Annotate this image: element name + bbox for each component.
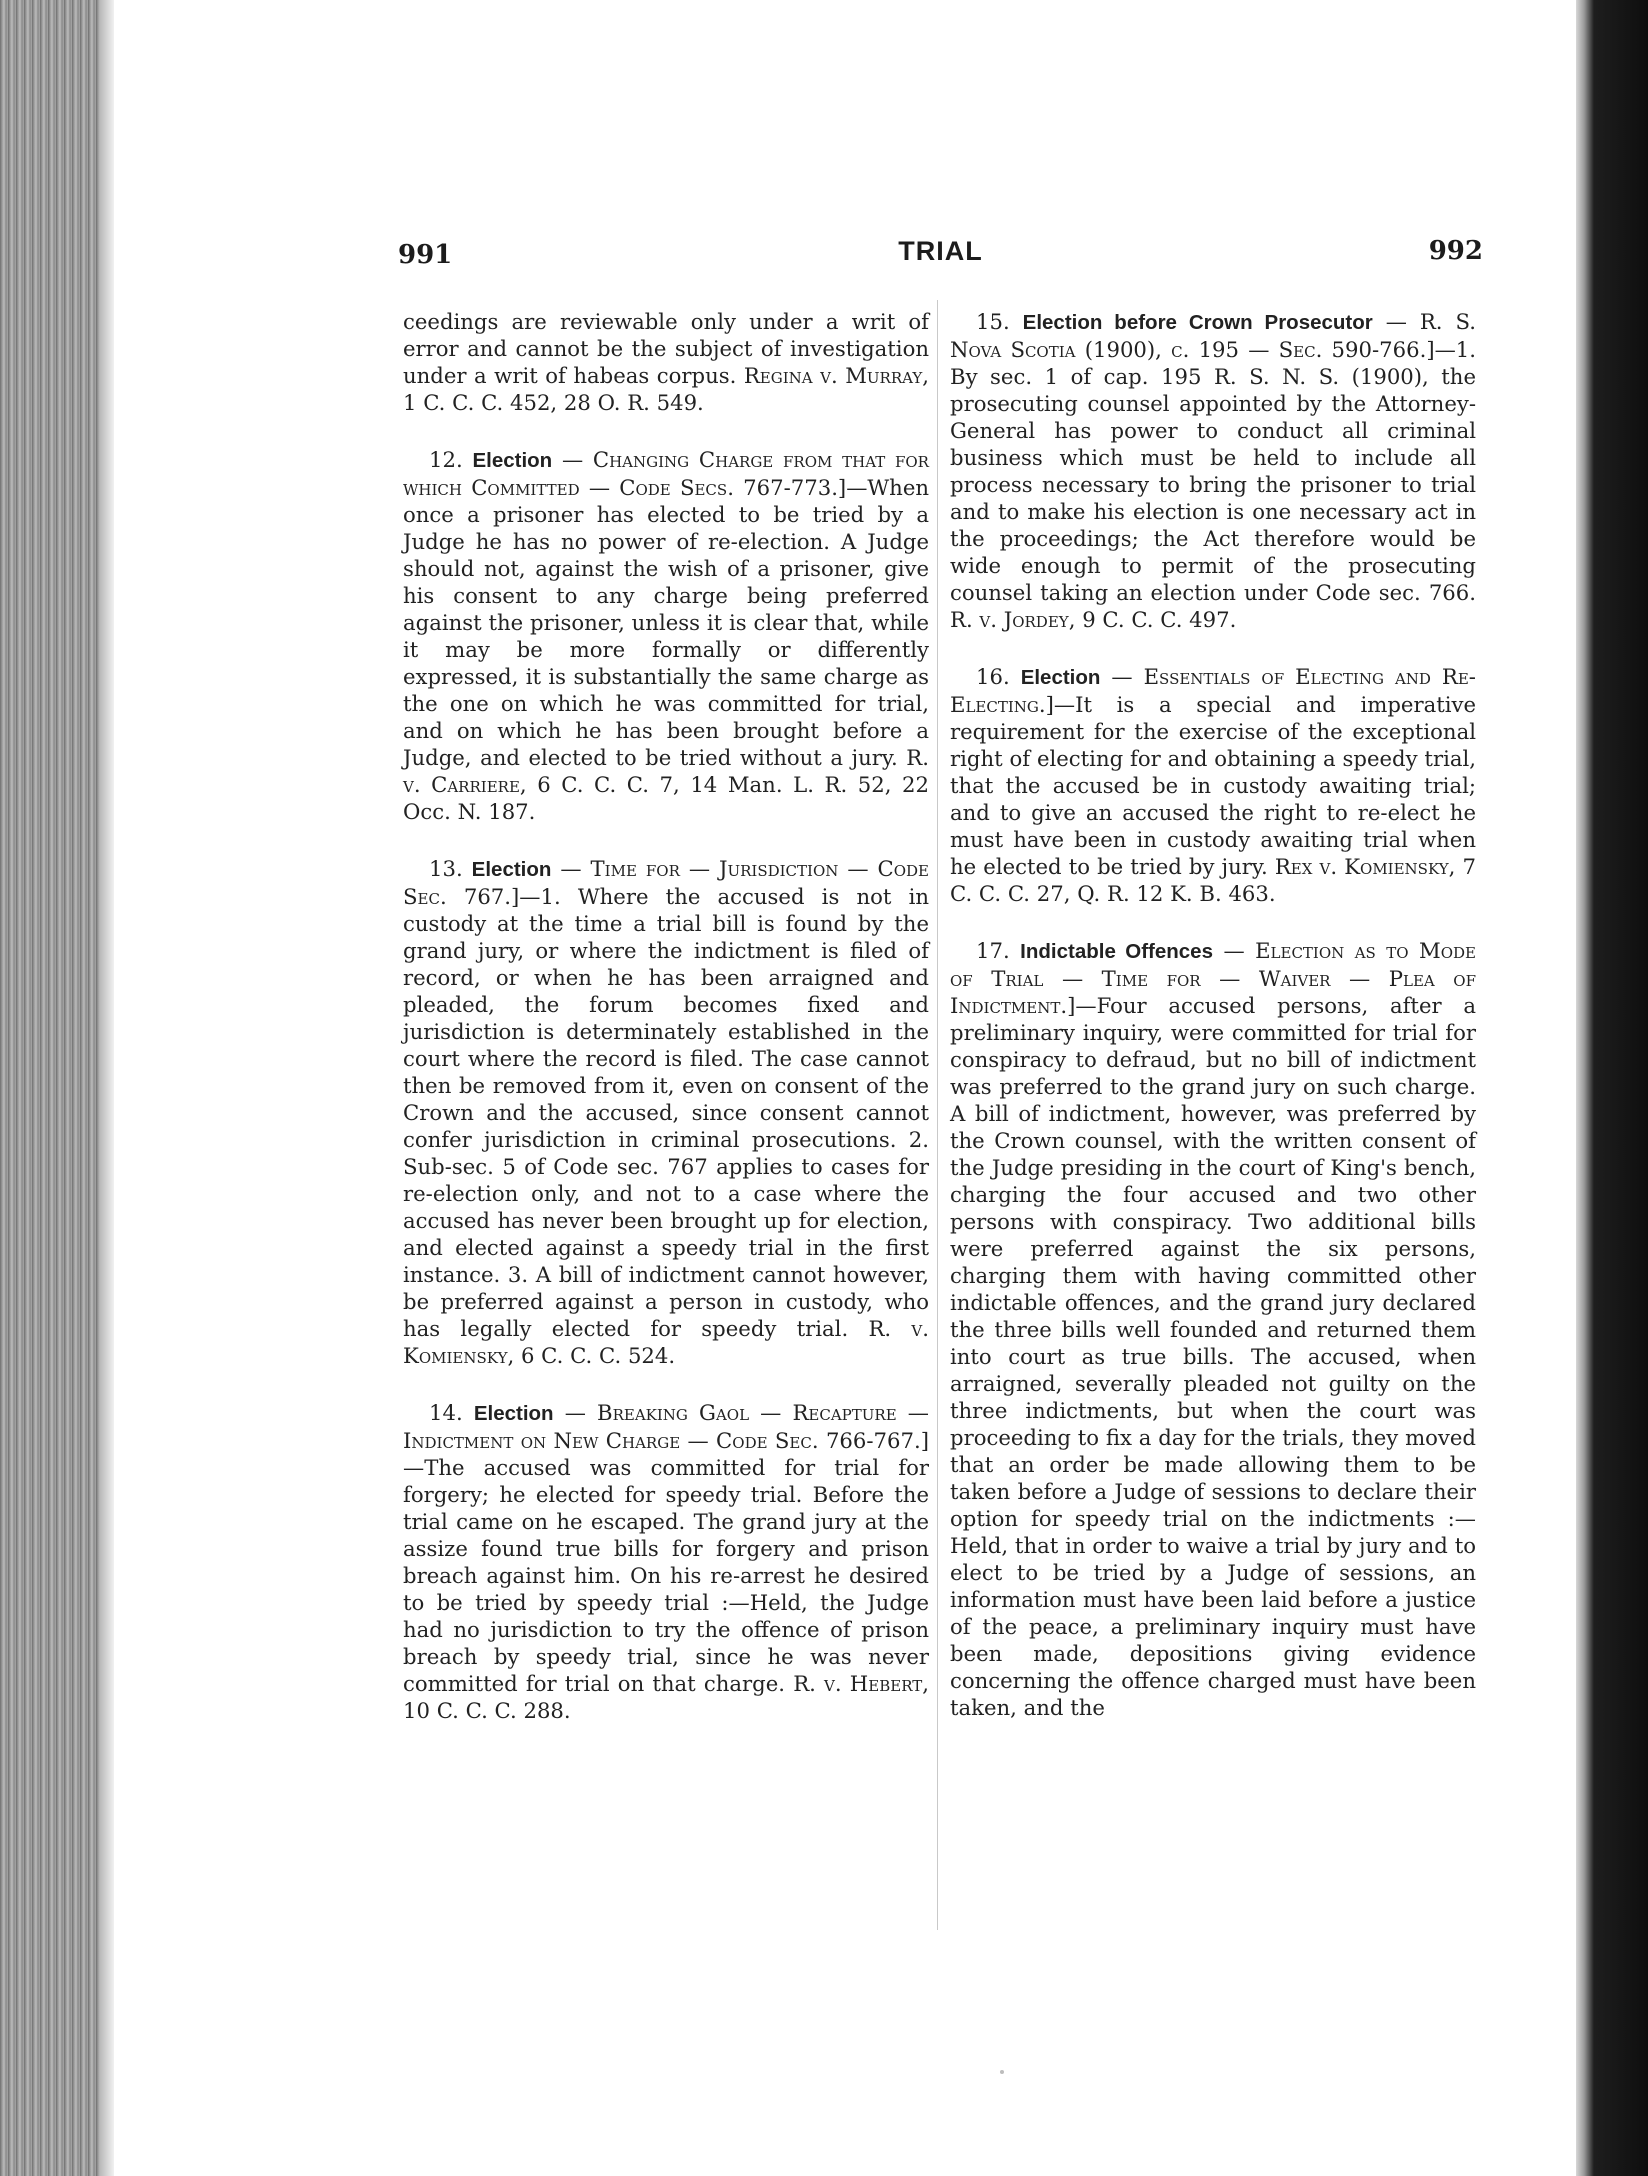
- report-citation: 9 C. C. C. 497.: [1082, 607, 1237, 632]
- entry-number: 16.: [976, 664, 1010, 689]
- entry-keyword: Election: [471, 858, 552, 881]
- case-citation: R. v. Komiensky,: [403, 1316, 929, 1368]
- book-binding-shadow: [1576, 0, 1648, 2176]
- entry-text: —1. By sec. 1 of cap. 195 R. S. N. S. (1900), the prosecuting counsel appointed by the Attorney-General has power to conduct all criminal business which must be held to include all process necessary to bring the prisoner to trial and to make his election is one necessary act in the proceedings; the Act therefore would be wide enough to permit of the prosecuting counsel taking an election under Code sec. 766.: [950, 337, 1476, 605]
- page-number-left: 991: [398, 240, 453, 270]
- entry-heading: — Breaking Gaol — Recapture — Indictment on New Charge — Code Sec. 766-767.]: [403, 1400, 929, 1453]
- case-citation: Rex v. Komiensky,: [1274, 854, 1456, 879]
- entry-text: —1. Where the accused is not in custody at the time a trial bill is found by the grand jury, or where the indictment is filed of record, or when he has been arraigned and pleaded, the forum becomes fixed and jurisdiction is determinately established in the court where the record is filed. The case cannot then be removed from it, even on consent of the Crown and the accused, since consent cannot confer jurisdiction in criminal prosecutions. 2. Sub-sec. 5 of Code sec. 767 applies to cases for re-election only, and not to a case where the accused has never been brought up for election, and elected against a speedy trial in the first instance. 3. A bill of indictment cannot however, be preferred against a person in custody, who has legally elected for speedy trial.: [403, 884, 929, 1341]
- page-number-right: 992: [1428, 236, 1483, 266]
- left-column: [403, 308, 929, 1754]
- entry-keyword: Election: [472, 449, 553, 472]
- entry-keyword: Indictable Offences: [1020, 940, 1213, 963]
- case-citation: Regina v. Murray,: [743, 363, 929, 388]
- entry-keyword: Election before Crown Prosecutor: [1022, 311, 1373, 334]
- report-citation: 10 C. C. C. 288.: [403, 1698, 571, 1723]
- entry-text: —Four accused persons, after a preliminary inquiry, were committed for trial for conspiracy to defraud, but no bill of indictment was preferred to the grand jury on such charge. A bill of indictment, however, was preferred by the Crown counsel, with the written consent of the Judge presiding in the court of King's bench, charging the four accused and two other persons with conspiracy. Two additional bills were preferred against the six persons, charging them with having committed other indictable offences, and the grand jury declared the three bills well founded and returned them into court as true bills. The accused, when arraigned, severally pleaded not guilty on the three indictments, but when the court was proceeding to fix a day for the trials, they moved that an order be made allowing them to be taken before a Judge of sessions to declare their option for speedy trial on the indictments :—Held, that in order to waive a trial by jury and to elect to be tried by a Judge of sessions, an information must have been laid before a justice of the peace, a preliminary inquiry must have been made, depositions giving evidence concerning the offence charged must have been taken, and the: [950, 993, 1476, 1720]
- entry-number: 15.: [976, 309, 1010, 334]
- report-citation: 6 C. C. C. 524.: [520, 1343, 676, 1368]
- entry-heading: — R. S. Nova Scotia (1900), c. 195 — Sec. 590-766.]: [950, 309, 1476, 362]
- entry-heading: — Time for — Jurisdiction — Code Sec. 767.]: [403, 856, 929, 909]
- case-citation: R. v. Hebert,: [793, 1671, 929, 1696]
- book-page-edges: [0, 0, 100, 2176]
- entry-14: [403, 1399, 929, 1724]
- entry-keyword: Election: [473, 1402, 554, 1425]
- report-citation: 1 C. C. C. 452, 28 O. R. 549.: [403, 390, 704, 415]
- right-column: [950, 308, 1476, 1751]
- running-title: TRIAL: [898, 236, 983, 266]
- entry-number: 12.: [429, 447, 463, 472]
- entry-15: [950, 308, 1476, 633]
- report-citation: 6 C. C. C. 7, 14 Man. L. R. 52, 22 Occ. N. 187.: [403, 772, 929, 824]
- entry-12: [403, 446, 929, 825]
- entry-text: —It is a special and imperative requirement for the exercise of the exceptional right of electing for and obtaining a speedy trial, that the accused be in custody awaiting trial; and to give an accused the right to re-elect he must have been in custody awaiting trial when he elected to be tried by jury.: [950, 692, 1476, 879]
- entry-number: 17.: [976, 938, 1010, 963]
- entry-heading: — Essentials of Electing and Re-Electing.]: [950, 664, 1476, 717]
- entry-keyword: Election: [1020, 666, 1101, 689]
- page-header: [398, 236, 1483, 276]
- paper-speck: [1000, 2070, 1004, 2074]
- entry-number: 13.: [429, 856, 463, 881]
- entry-text: —When once a prisoner has elected to be tried by a Judge he has no power of re-election. A Judge should not, against the wish of a prisoner, give his consent to any charge being preferred against the prisoner, unless it is clear that, while it may be more formally or differently expressed, it is substantially the same charge as the one on which he was committed for trial, and on which he has been brought before a Judge, and elected to be tried without a jury.: [403, 475, 929, 770]
- column-divider: [937, 300, 938, 1930]
- case-citation: R. v. Jordey,: [950, 607, 1076, 632]
- entry-16: [950, 663, 1476, 907]
- report-citation: 7 C. C. C. 27, Q. R. 12 K. B. 463.: [950, 854, 1476, 906]
- entry-text: —The accused was committed for trial for forgery; he elected for speedy trial. Before the trial came on he escaped. The grand jury at the assize found true bills for forgery and prison breach against him. On his re-arrest he desired to be tried by speedy trial :—Held, the Judge had no jurisdiction to try the offence of prison breach by speedy trial, since he was never committed for trial on that charge.: [403, 1455, 929, 1696]
- entry-text: ceedings are reviewable only under a writ of error and cannot be the subject of investigation under a writ of habeas corpus.: [403, 309, 929, 388]
- entry-number: 14.: [429, 1400, 463, 1425]
- entry-continuation: [403, 308, 929, 416]
- entry-heading: — Election as to Mode of Trial — Time for — Waiver — Plea of Indictment.]: [950, 938, 1476, 1018]
- entry-13: [403, 855, 929, 1369]
- entry-17: [950, 937, 1476, 1721]
- entry-heading: — Changing Charge from that for which Committed — Code Secs. 767-773.]: [403, 447, 929, 500]
- case-citation: R. v. Carriere,: [403, 745, 929, 797]
